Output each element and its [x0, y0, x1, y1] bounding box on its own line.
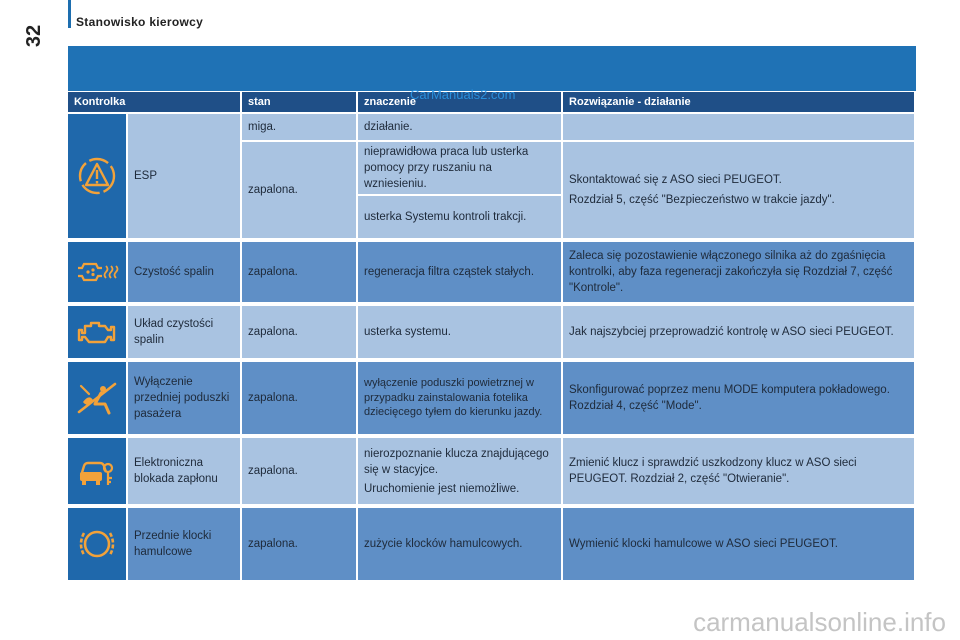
airbag-solution: Skonfigurować poprzez menu MODE komputera pokładowego. Rozdział 4, część "Mode". [563, 362, 914, 434]
brakes-solution: Wymienić klocki hamulcowe w ASO sieci PEUGEOT. [563, 508, 914, 580]
airbag-name: Wyłączenie przedniej poduszki pasażera [128, 362, 240, 434]
dpf-meaning: regeneracja filtra cząstek stałych. [358, 242, 561, 302]
esp-name: ESP [128, 114, 240, 238]
section-rule [68, 0, 71, 28]
immobiliser-meaning [358, 438, 561, 504]
immobiliser-name: Elektroniczna blokada zapłonu [128, 438, 240, 504]
engine-name: Układ czystości spalin [128, 306, 240, 358]
particle-filter-icon [68, 242, 126, 302]
header-stan: stan [242, 92, 356, 112]
airbag-state: zapalona. [242, 362, 356, 434]
esp-meaning-1: działanie. [358, 114, 561, 140]
esp-meaning-2: nieprawidłowa praca lub usterka pomocy przy ruszaniu na wzniesieniu. [358, 142, 561, 194]
esp-solution [563, 142, 914, 238]
immobiliser-meaning-line-2: Uruchomienie jest niemożliwe. [364, 482, 520, 495]
watermark-top: CarManuals2.com [410, 87, 516, 102]
dpf-state: zapalona. [242, 242, 356, 302]
page-number: 32 [22, 24, 45, 48]
engine-state: zapalona. [242, 306, 356, 358]
table-banner [68, 46, 916, 91]
header-rozwiazanie: Rozwiązanie - działanie [563, 92, 914, 112]
engine-solution: Jak najszybciej przeprowadzić kontrolę w ASO sieci PEUGEOT. [563, 306, 914, 358]
esp-state-2: zapalona. [242, 142, 356, 238]
esp-solution-line-1: Skontaktować się z ASO sieci PEUGEOT. [569, 174, 782, 186]
engine-icon [68, 306, 126, 358]
watermark-bottom: carmanualsonline.info [693, 607, 946, 637]
dpf-solution: Zaleca się pozostawienie włączonego silnika aż do zgaśnięcia kontrolki, aby faza regeneracji zakończyła się Rozdział 7, część "Kontrole". [563, 242, 914, 302]
immobiliser-solution: Zmienić klucz i sprawdzić uszkodzony klucz w ASO sieci PEUGEOT. Rozdział 2, część "Otwieranie". [563, 438, 914, 504]
section-title: Stanowisko kierowcy [76, 15, 204, 29]
brake-pads-icon [68, 508, 126, 580]
esp-meaning-3: usterka Systemu kontroli trakcji. [358, 196, 561, 238]
dpf-name: Czystość spalin [128, 242, 240, 302]
brakes-meaning: zużycie klocków hamulcowych. [358, 508, 561, 580]
airbag-meaning: wyłączenie poduszki powietrznej w przypadku zainstalowania fotelika dziecięcego tyłem do kierunku jazdy. [358, 362, 561, 434]
immobiliser-meaning-line-1: nierozpoznanie klucza znajdującego się w stacyjce. [364, 447, 549, 476]
engine-meaning: usterka systemu. [358, 306, 561, 358]
brakes-name: Przednie klocki hamulcowe [128, 508, 240, 580]
header-kontrolka: Kontrolka [68, 92, 240, 112]
esp-solution-empty [563, 114, 914, 140]
header-znaczenie: znaczenie [358, 92, 561, 112]
airbag-off-icon [68, 362, 126, 434]
immobiliser-state: zapalona. [242, 438, 356, 504]
immobiliser-car-key-icon [68, 438, 126, 504]
warning-triangle-icon [68, 114, 126, 238]
esp-state-1: miga. [242, 114, 356, 140]
esp-solution-line-2: Rozdział 5, część "Bezpieczeństwo w trakcie jazdy". [569, 194, 835, 206]
brakes-state: zapalona. [242, 508, 356, 580]
